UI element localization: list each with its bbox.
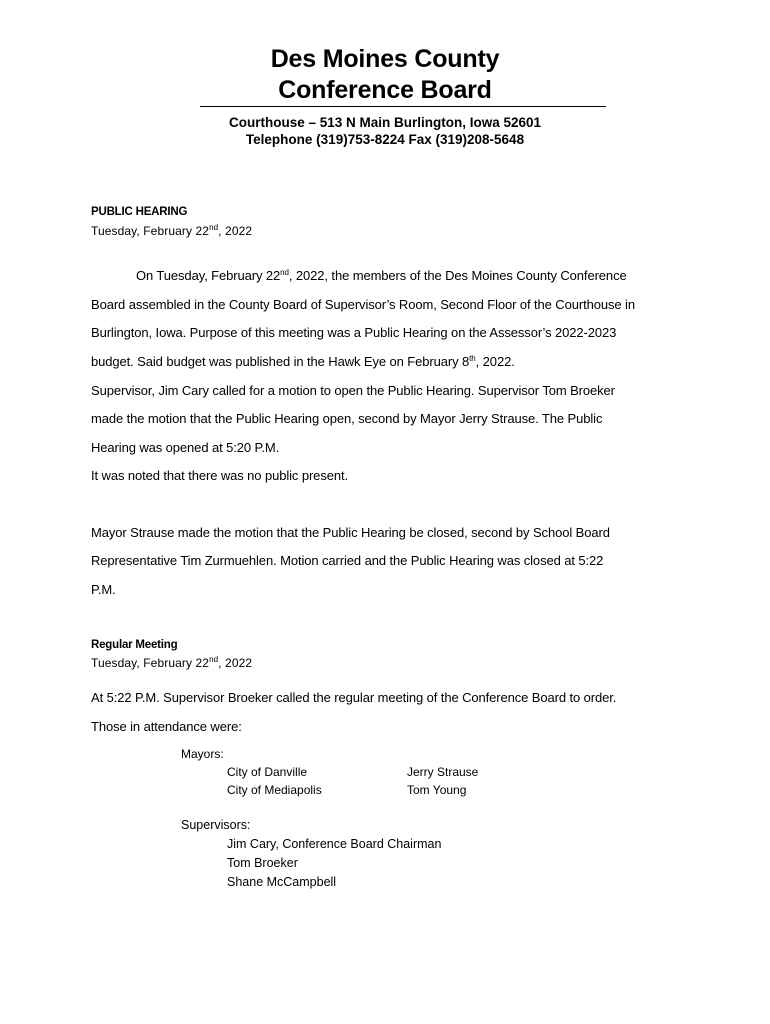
mayor-city: City of Mediapolis (227, 783, 322, 797)
supervisor-name: Tom Broeker (227, 856, 298, 870)
paragraph-line: Board assembled in the County Board of Supervisor’s Room, Second Floor of the Courthouse in (91, 297, 635, 312)
paragraph-line: Those in attendance were: (91, 719, 242, 734)
public-hearing-date (91, 224, 252, 238)
paragraph-line: It was noted that there was no public present. (91, 468, 349, 483)
letterhead-phone: Telephone (319)753-8224 Fax (319)208-5648 (245, 132, 525, 147)
date-ordinal: nd (209, 223, 219, 232)
paragraph-line: Representative Tim Zurmuehlen. Motion carried and the Public Hearing was closed at 5:22 (91, 553, 604, 568)
text-run: budget. Said budget was published in the Hawk Eye on February 8 (91, 354, 470, 369)
supervisor-name: Jim Cary, Conference Board Chairman (227, 837, 442, 851)
paragraph-line: Burlington, Iowa. Purpose of this meeting was a Public Hearing on the Assessor’s 2022-2023 (91, 325, 617, 340)
date-year: , 2022 (218, 224, 253, 238)
date-year: , 2022 (218, 656, 253, 670)
paragraph-line: P.M. (91, 582, 116, 597)
date-text: Tuesday, February 22 (91, 656, 210, 670)
text-run: , 2022. (475, 354, 515, 369)
supervisor-name: Shane McCampbell (227, 875, 337, 889)
letterhead-divider (200, 106, 606, 107)
letterhead-contact (0, 114, 770, 148)
supervisors-label: Supervisors: (181, 818, 251, 832)
text-run: On Tuesday, February 22 (136, 268, 281, 283)
paragraph-line: made the motion that the Public Hearing open, second by Mayor Jerry Strause. The Public (91, 411, 603, 426)
regular-meeting-heading: Regular Meeting (91, 639, 178, 651)
mayor-name: Jerry Strause (407, 765, 479, 779)
letterhead-title-line2: Conference Board (278, 76, 492, 104)
paragraph-line: Mayor Strause made the motion that the Public Hearing be closed, second by School Board (91, 525, 610, 540)
paragraph-line: Hearing was opened at 5:20 P.M. (91, 440, 280, 455)
letterhead (0, 44, 770, 147)
date-text: Tuesday, February 22 (91, 224, 210, 238)
ordinal: th (469, 354, 476, 363)
letterhead-address: Courthouse – 513 N Main Burlington, Iowa 52601 (228, 115, 542, 130)
paragraph-line: At 5:22 P.M. Supervisor Broeker called the regular meeting of the Conference Board to order. (91, 690, 617, 705)
regular-meeting-date (91, 656, 252, 670)
paragraph-line (91, 354, 515, 369)
text-run: , 2022, the members of the Des Moines County Conference (288, 268, 627, 283)
mayor-name: Tom Young (407, 783, 467, 797)
mayors-label: Mayors: (181, 747, 224, 761)
public-hearing-heading: PUBLIC HEARING (91, 206, 188, 218)
letterhead-title-line1: Des Moines County (270, 45, 500, 73)
ordinal: nd (280, 268, 289, 277)
date-ordinal: nd (209, 655, 219, 664)
paragraph-line: Supervisor, Jim Cary called for a motion to open the Public Hearing. Supervisor Tom Broeker (91, 383, 615, 398)
paragraph-line (136, 268, 627, 283)
mayor-city: City of Danville (227, 765, 308, 779)
